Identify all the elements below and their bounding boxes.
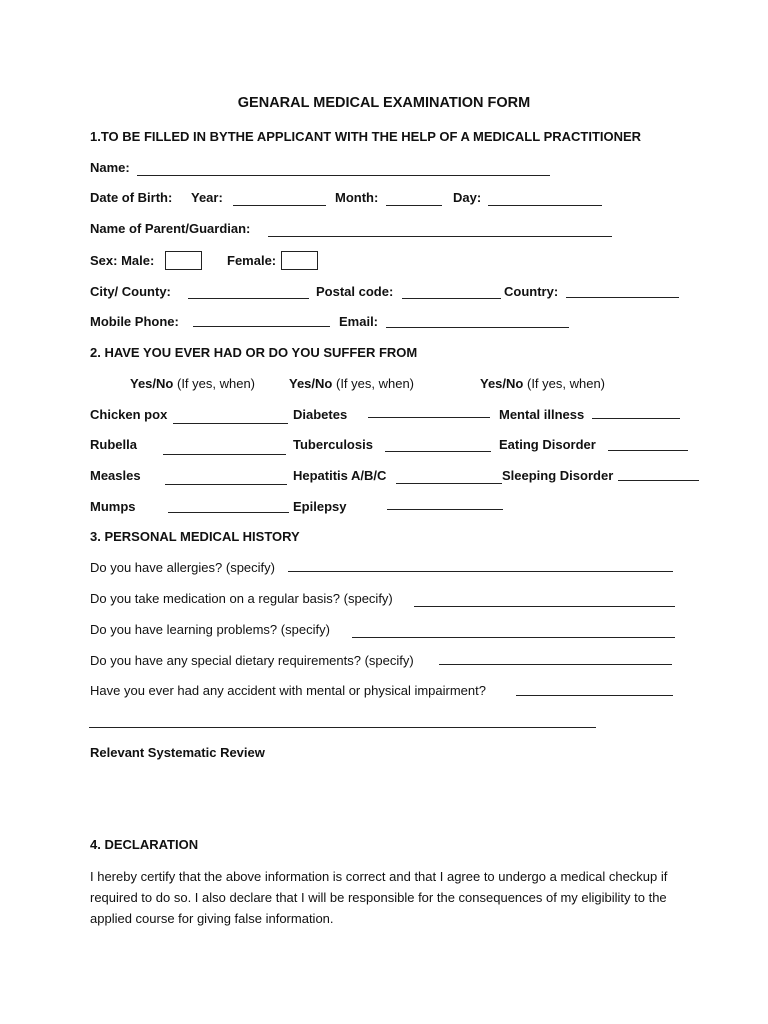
condition-label: Mumps [90,499,136,514]
year-label: Year: [191,190,223,205]
male-checkbox[interactable] [165,251,202,270]
question-label: Have you ever had any accident with mental or physical impairment? [90,683,486,698]
parent-field[interactable] [268,236,612,237]
condition-field[interactable] [387,509,503,510]
email-label: Email: [339,314,379,329]
country-label: Country: [504,284,559,299]
female-checkbox[interactable] [281,251,318,270]
section3-heading: 3. PERSONAL MEDICAL HISTORY [90,529,300,544]
question-answer-field[interactable] [414,606,675,607]
declaration-text: I hereby certify that the above information is correct and that I agree to undergo a medical checkup if required to do so. I also declare that I will be responsible for the consequences of my eligibility to the applied course for giving false information. [90,869,668,926]
yesno-header-3: Yes/No (If yes, when) [480,376,606,391]
day-label: Day: [453,190,482,205]
question-answer-field[interactable] [439,664,672,665]
city-label: City/ County: [90,284,171,299]
condition-field[interactable] [168,512,289,513]
section4-heading: 4. DECLARATION [90,837,199,852]
form-title: GENARAL MEDICAL EXAMINATION FORM [237,95,531,111]
postal-field[interactable] [402,298,501,299]
name-label: Name: [90,160,130,175]
condition-label: Rubella [90,437,137,452]
condition-label: Measles [90,468,141,483]
email-field[interactable] [386,327,569,328]
section2-heading: 2. HAVE YOU EVER HAD OR DO YOU SUFFER FROM [90,345,418,360]
question-answer-field[interactable] [352,637,675,638]
condition-field[interactable] [396,483,502,484]
condition-label: Epilepsy [293,499,347,514]
question-label: Do you have allergies? (specify) [90,560,275,575]
section1-heading: 1.TO BE FILLED IN BYTHE APPLICANT WITH THE HELP OF A MEDICALL PRACTITIONER [90,129,642,144]
question-label: Do you have any special dietary requirements? (specify) [90,653,414,668]
condition-field[interactable] [368,417,490,418]
review-label: Relevant Systematic Review [90,745,265,760]
question-answer-field[interactable] [288,571,673,572]
postal-label: Postal code: [316,284,394,299]
month-label: Month: [335,190,379,205]
name-field[interactable] [137,175,550,176]
condition-label: Hepatitis A/B/C [293,468,387,483]
question-label: Do you have learning problems? (specify) [90,622,330,637]
condition-field[interactable] [592,418,680,419]
mobile-label: Mobile Phone: [90,314,179,329]
condition-label: Chicken pox [90,407,168,422]
condition-field[interactable] [173,423,288,424]
condition-field[interactable] [163,454,286,455]
city-field[interactable] [188,298,309,299]
condition-field[interactable] [385,451,491,452]
condition-field[interactable] [165,484,287,485]
mobile-field[interactable] [193,326,330,327]
day-field[interactable] [488,205,602,206]
question-label: Do you take medication on a regular basis? (specify) [90,591,393,606]
yesno-header-2: Yes/No (If yes, when) [289,376,415,391]
condition-label: Sleeping Disorder [502,468,614,483]
sex-male-label: Sex: Male: [90,253,155,268]
month-field[interactable] [386,205,442,206]
condition-label: Eating Disorder [499,437,596,452]
dob-label: Date of Birth: [90,190,173,205]
yesno-header-1: Yes/No (If yes, when) [130,376,256,391]
condition-label: Mental illness [499,407,585,422]
condition-label: Tuberculosis [293,437,373,452]
condition-field[interactable] [618,480,699,481]
question-answer-field[interactable] [516,695,673,696]
country-field[interactable] [566,297,679,298]
female-label: Female: [227,253,277,268]
condition-label: Diabetes [293,407,348,422]
year-field[interactable] [233,205,326,206]
parent-label: Name of Parent/Guardian: [90,221,251,236]
condition-field[interactable] [608,450,688,451]
extra-answer-field[interactable] [89,727,596,728]
